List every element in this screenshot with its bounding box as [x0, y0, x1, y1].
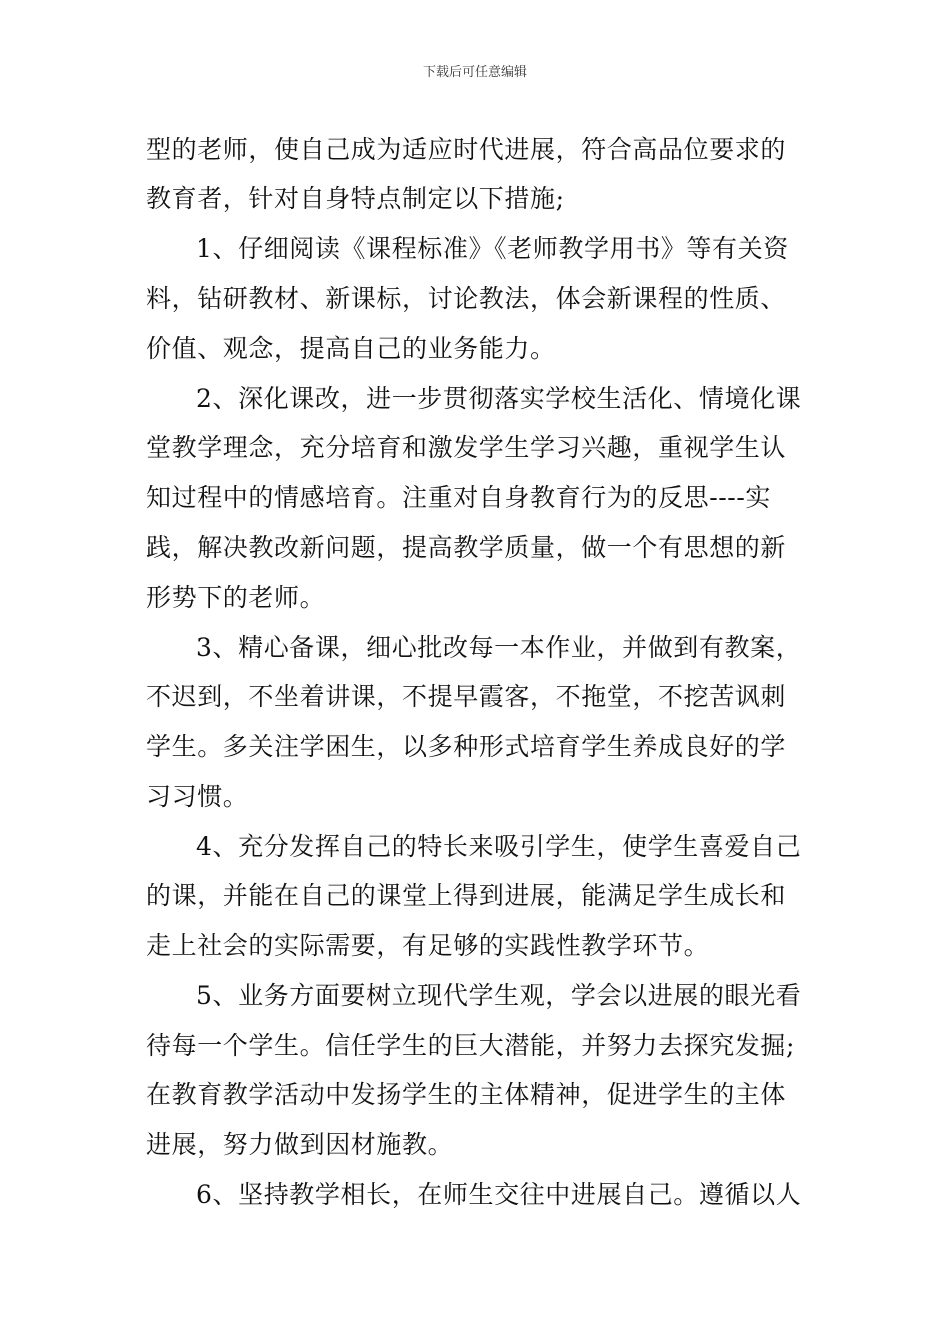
- text-line: 不迟到，不坐着讲课，不提早霞客，不拖堂，不挖苦讽刺: [146, 682, 787, 711]
- text-line: 的课，并能在自己的课堂上得到进展，能满足学生成长和: [146, 881, 787, 910]
- paragraph-6-start: 6、坚持教学相长，在师生交往中进展自己。遵循以人: [196, 1180, 802, 1209]
- text-line: 知过程中的情感培育。注重对自身教育行为的反思----实: [146, 483, 771, 512]
- page-header: 下载后可任意编辑: [422, 65, 527, 80]
- text-line: 学生。多关注学困生，以多种形式培育学生养成良好的学: [146, 732, 787, 761]
- text-line: 形势下的老师。: [146, 583, 326, 612]
- text-line: 堂教学理念，充分培育和激发学生学习兴趣，重视学生认: [146, 433, 787, 462]
- text-line: 践，解决教改新问题，提高教学质量，做一个有思想的新: [146, 533, 787, 562]
- paragraph-2-start: 2、深化课改，进一步贯彻落实学校生活化、情境化课: [196, 384, 802, 413]
- text-line: 料，钻研教材、新课标，讨论教法，体会新课程的性质、: [146, 284, 787, 313]
- text-line: 习习惯。: [146, 782, 249, 811]
- text-line: 进展，努力做到因材施教。: [146, 1130, 454, 1159]
- text-line: 在教育教学活动中发扬学生的主体精神，促进学生的主体: [146, 1080, 787, 1109]
- paragraph-3-start: 3、精心备课，细心批改每一本作业，并做到有教案，: [196, 633, 802, 662]
- text-line: 走上社会的实际需要，有足够的实践性教学环节。: [146, 931, 710, 960]
- text-line: 价值、观念，提高自己的业务能力。: [146, 334, 556, 363]
- paragraph-5-start: 5、业务方面要树立现代学生观，学会以进展的眼光看: [196, 981, 802, 1010]
- paragraph-4-start: 4、充分发挥自己的特长来吸引学生，使学生喜爱自己: [196, 832, 802, 861]
- text-line: 型的老师，使自己成为适应时代进展，符合高品位要求的: [146, 135, 787, 164]
- text-line: 待每一个学生。信任学生的巨大潜能，并努力去探究发掘;: [146, 1031, 796, 1060]
- paragraph-1-start: 1、仔细阅读《课程标准》《老师教学用书》等有关资: [196, 234, 789, 263]
- text-line: 教育者，针对自身特点制定以下措施;: [146, 184, 565, 213]
